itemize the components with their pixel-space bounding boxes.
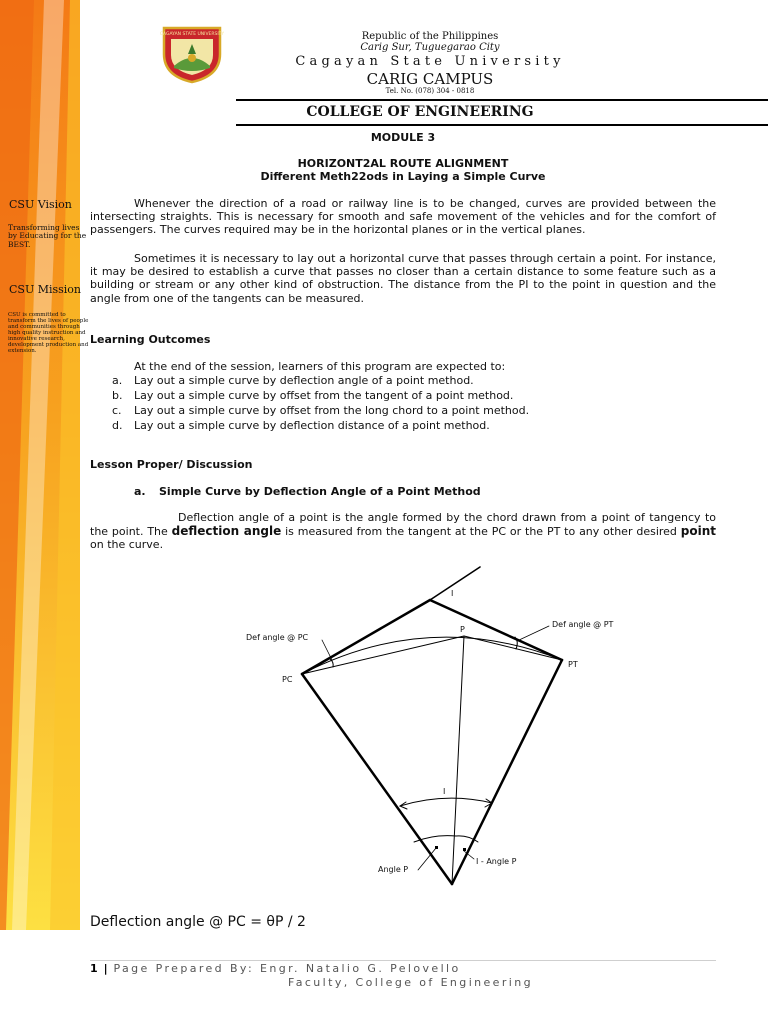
tangent-extension xyxy=(430,567,480,600)
college-title: COLLEGE OF ENGINEERING xyxy=(306,104,534,120)
subheading-text: Simple Curve by Deflection Angle of a Point Method xyxy=(159,485,481,498)
vision-text: Transforming lives by Educating for the BEST. xyxy=(8,223,87,249)
p3-text-3: on the curve. xyxy=(90,538,164,551)
chord-pc-p xyxy=(302,636,464,674)
header-city: Carig Sur, Tuguegarao City xyxy=(360,42,500,53)
label-angle-p: Angle P xyxy=(378,865,409,874)
i-minus-p-dot xyxy=(463,848,466,851)
list-marker: c. xyxy=(112,404,122,417)
paragraph-point-curve: Sometimes it is necessary to lay out a horizontal curve that passes through certain a point. For instance, it may be desired to establish a curve that passes no closer than a certain distance to some feature such as a building or stream or any other kind of obstruction. The distance from the PI to the point in question and the angle from one of the tangents can be measured. xyxy=(90,252,716,305)
paragraph-intro: Whenever the direction of a road or railway line is to be changed, curves are provided between the intersecting straights. This is necessary for smooth and safe movement of the vehicles and for the comfort of passengers. The curves required may be in the horizontal planes or in the vertical planes. xyxy=(90,197,716,237)
radius-p xyxy=(452,636,464,884)
footer-line-1 xyxy=(90,962,461,975)
learning-outcomes-heading: Learning Outcomes xyxy=(90,333,211,346)
subheading-marker: a. xyxy=(134,485,146,498)
tangent-back xyxy=(302,600,430,674)
header-campus: CARIG CAMPUS xyxy=(366,70,494,88)
list-marker: d. xyxy=(112,419,123,432)
def-pt-leader xyxy=(517,626,549,641)
i-angle-arc xyxy=(400,798,492,806)
radius-pc xyxy=(302,674,452,884)
radius-pt xyxy=(452,660,562,884)
p3-text-1: Deflection angle of a point is the angle formed by the chord drawn from a point of tangency to the point. The xyxy=(90,511,716,538)
mission-text: CSU is committed to transform the lives of people and communities through high quality instruction and innovative research, development production and extension. xyxy=(8,312,89,355)
logo-arc-text: CAGAYAN STATE UNIVERSITY xyxy=(160,32,224,37)
footer-rule xyxy=(90,960,716,961)
header-republic: Republic of the Philippines xyxy=(361,31,499,42)
label-p: P xyxy=(460,625,465,634)
list-marker: a. xyxy=(112,374,123,387)
angle-p-dot xyxy=(435,846,438,849)
label-def-pt: Def angle @ PT xyxy=(552,620,614,629)
formula-deflection-pc: Deflection angle @ PC = θP / 2 xyxy=(90,914,306,930)
list-item-text: Lay out a simple curve by deflection distance of a point method. xyxy=(134,419,490,432)
lesson-heading: Lesson Proper/ Discussion xyxy=(90,458,253,471)
label-pc: PC xyxy=(282,675,293,684)
p3-bold-deflection-angle: deflection angle xyxy=(171,523,282,538)
list-item-text: Lay out a simple curve by offset from the tangent of a point method. xyxy=(134,389,514,402)
p3-bold-point: point xyxy=(680,523,717,538)
i-arrow-left xyxy=(400,802,407,809)
label-def-pc: Def angle @ PC xyxy=(246,633,309,642)
list-item-text: Lay out a simple curve by deflection angle of a point method. xyxy=(134,374,474,387)
module-label: MODULE 3 xyxy=(370,131,436,144)
header-university: Cagayan State University xyxy=(295,54,565,69)
chord-p-pt xyxy=(464,636,562,660)
def-pc-leader xyxy=(322,640,332,660)
label-i-mid: I xyxy=(443,787,446,796)
page-number: 1 xyxy=(90,962,98,975)
footer-faculty: Faculty, College of Engineering xyxy=(288,976,533,989)
p3-text-2: is measured from the tangent at the PC or the PT to any other desired xyxy=(285,524,677,538)
vision-heading: CSU Vision xyxy=(9,198,72,211)
list-marker: b. xyxy=(112,389,123,402)
label-pt: PT xyxy=(568,660,578,669)
label-i-top: I xyxy=(451,589,454,598)
list-item-text: Lay out a simple curve by offset from the long chord to a point method. xyxy=(134,404,530,417)
title-line-1: HORIZONT2AL ROUTE ALIGNMENT xyxy=(297,157,509,170)
tangent-forward xyxy=(430,600,562,660)
title-line-2: Different Meth22ods in Laying a Simple Curve xyxy=(260,170,546,183)
learning-outcomes-intro: At the end of the session, learners of this program are expected to: xyxy=(134,360,506,373)
mission-heading: CSU Mission xyxy=(9,283,82,296)
footer-prepared-by: Page Prepared By: Engr. Natalio G. Pelovello xyxy=(113,962,461,975)
footer-separator: | xyxy=(103,962,108,975)
header-tel: Tel. No. (078) 304 - 0818 xyxy=(385,87,475,95)
label-i-minus-p: I - Angle P xyxy=(476,857,517,866)
